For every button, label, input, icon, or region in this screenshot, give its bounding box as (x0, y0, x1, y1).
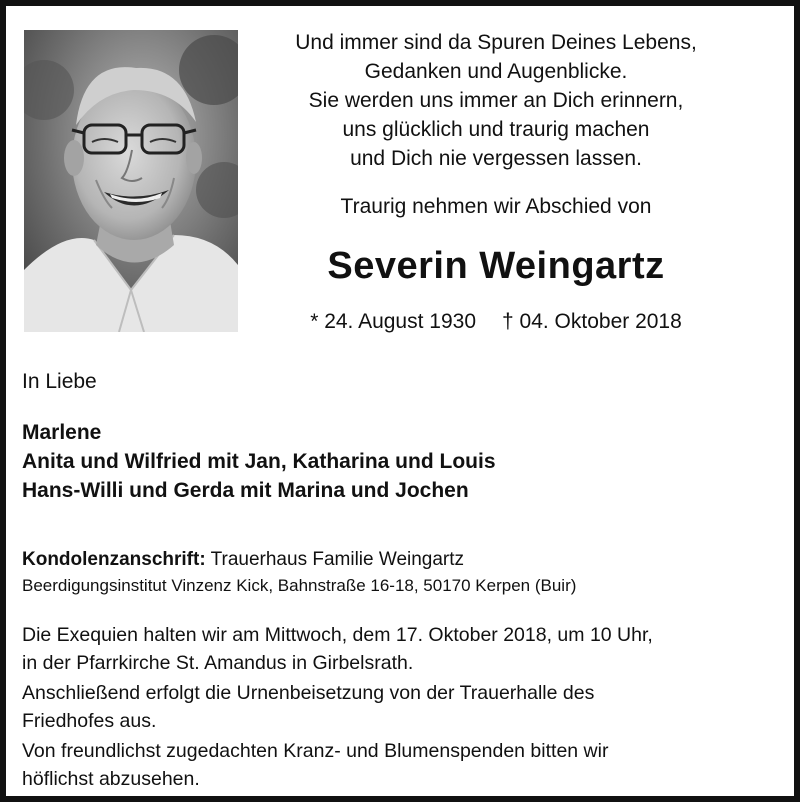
poem-line: Sie werden uns immer an Dich erinnern, (308, 89, 684, 112)
mourner-line: Hans-Willi und Gerda mit Marina und Jochen (22, 479, 469, 502)
paragraph-line: Die Exequien halten wir am Mittwoch, dem 17. Oktober 2018, um 10 Uhr, (22, 624, 653, 646)
farewell-text: Traurig nehmen wir Abschied von (340, 195, 652, 218)
condolence-address (22, 546, 464, 573)
funeral-home-address: Beerdigungsinstitut Vinzenz Kick, Bahnstraße 16-18, 50170 Kerpen (Buir) (22, 576, 577, 595)
poem-line: uns glücklich und traurig machen (342, 118, 650, 141)
life-dates (246, 307, 746, 336)
mourner-line: Anita und Wilfried mit Jan, Katharina und Louis (22, 450, 496, 473)
condolence-label: Kondolenzanschrift: (22, 549, 206, 570)
portrait-photo (24, 30, 238, 332)
paragraph-line: Anschließend erfolgt die Urnenbeisetzung von der Trauerhalle des (22, 682, 595, 704)
mourners-list (22, 418, 496, 505)
paragraph-line: höflichst abzusehen. (22, 768, 200, 790)
paragraph-line: Friedhofes aus. (22, 710, 157, 732)
in-liebe-label: In Liebe (22, 370, 97, 393)
funeral-paragraph (22, 679, 792, 735)
poem-line: Und immer sind da Spuren Deines Lebens, (295, 31, 697, 54)
deceased-name: Severin Weingartz (327, 245, 665, 287)
funeral-details (22, 621, 792, 795)
mourner-line: Marlene (22, 421, 102, 444)
poem-line: und Dich nie vergessen lassen. (350, 147, 642, 170)
funeral-paragraph (22, 737, 792, 793)
paragraph-line: in der Pfarrkirche St. Amandus in Girbelsrath. (22, 652, 414, 674)
birth-date: * 24. August 1930 (310, 310, 476, 333)
memorial-poem (246, 28, 746, 173)
death-date: † 04. Oktober 2018 (502, 310, 682, 333)
condolence-value: Trauerhaus Familie Weingartz (205, 549, 465, 570)
poem-line: Gedanken und Augenblicke. (364, 60, 628, 83)
funeral-paragraph (22, 621, 792, 677)
paragraph-line: Von freundlichst zugedachten Kranz- und Blumenspenden bitten wir (22, 740, 609, 762)
